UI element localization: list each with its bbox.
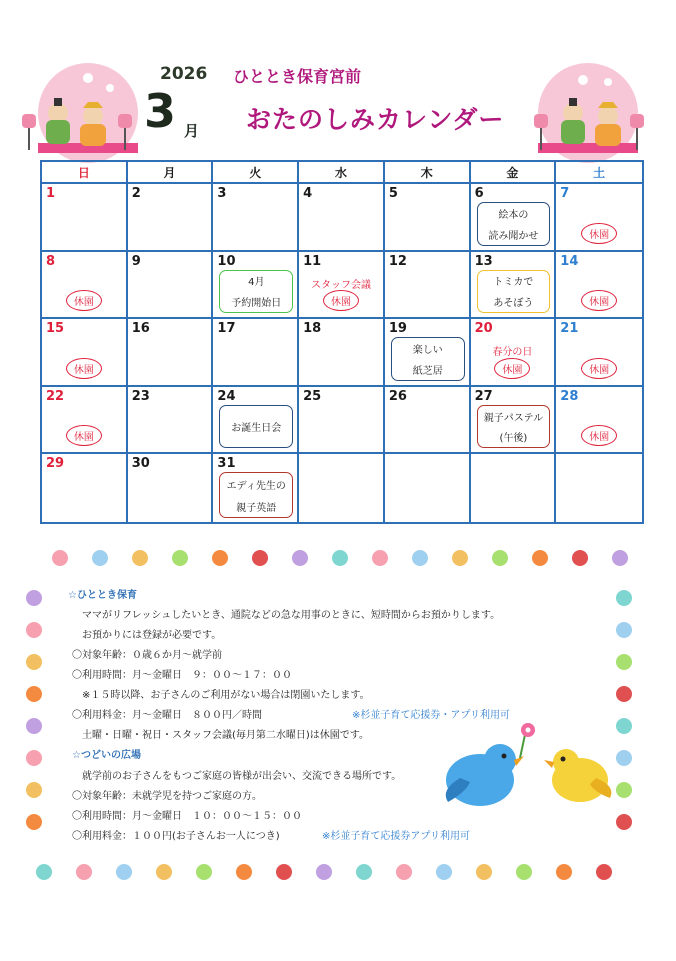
decorative-dot <box>26 686 42 702</box>
day-number: 7 <box>560 186 570 201</box>
day-number: 23 <box>131 388 150 404</box>
decorative-dot <box>492 550 508 566</box>
event-birthday-party <box>219 405 293 449</box>
event-english-class <box>219 472 293 518</box>
info-panel <box>16 540 644 890</box>
decorative-dot <box>616 590 632 606</box>
day-number: 12 <box>388 253 407 269</box>
day-cell-16 <box>128 319 214 387</box>
event-line: 楽しい <box>412 345 443 357</box>
closed-badge: 休園 <box>581 425 617 446</box>
info-line: 土曜・日曜・祝日・スタッフ会議(毎月第二水曜日)は休園です。 <box>82 730 370 741</box>
birds-illustration <box>430 720 620 820</box>
event-april-reservation-start <box>219 270 293 314</box>
day-cell-24 <box>213 387 299 455</box>
decorative-dot <box>356 864 372 880</box>
event-line: 紙芝居 <box>412 365 443 377</box>
decorative-dot <box>132 550 148 566</box>
event-line: 絵本の <box>498 209 529 221</box>
decorative-dot <box>236 864 252 880</box>
day-number: 5 <box>388 186 398 201</box>
day-cell-empty <box>299 454 385 522</box>
calendar-title: おたのしみカレンダー <box>246 105 505 134</box>
day-cell-8 <box>42 252 128 320</box>
day-number: 26 <box>388 388 407 404</box>
info-line: お預かりには登録が必要です。 <box>82 630 222 641</box>
decorative-dot <box>172 550 188 566</box>
event-line: エディ先生の <box>226 480 286 492</box>
decorative-dot <box>212 550 228 566</box>
voucher-note: ※杉並子育て応援券・アプリ利用可 <box>352 710 510 721</box>
event-tomica-play <box>477 270 551 314</box>
day-cell-10 <box>213 252 299 320</box>
decorative-dot <box>26 622 42 638</box>
hina-dolls-illustration-right <box>528 58 648 168</box>
weekday-thu: 木 <box>385 162 471 184</box>
decorative-dot <box>196 864 212 880</box>
day-number: 30 <box>131 456 150 472</box>
day-number: 4 <box>303 186 313 201</box>
event-line: 親子英語 <box>236 502 277 514</box>
day-cell-empty <box>556 454 642 522</box>
day-number: 19 <box>388 321 407 337</box>
closed-badge: 休園 <box>66 358 102 379</box>
hina-dolls-illustration-left <box>18 58 138 168</box>
info-line: 〇対象年齢：０歳６か月～就学前 <box>72 650 222 661</box>
decorative-dot <box>92 550 108 566</box>
day-number: 11 <box>303 253 322 269</box>
day-number: 6 <box>474 186 484 201</box>
day-cell-empty <box>471 454 557 522</box>
decorative-dot <box>26 782 42 798</box>
event-pastel-art <box>477 405 551 449</box>
decorative-dot <box>26 590 42 606</box>
decorative-dot <box>436 864 452 880</box>
info-line: 〇利用料金：月～金曜日 ８００円／時間 <box>72 710 262 721</box>
closed-badge: 休園 <box>66 290 102 311</box>
event-line: あそぼう <box>493 298 534 310</box>
day-number: 16 <box>131 321 150 337</box>
decorative-dot <box>276 864 292 880</box>
day-number: 27 <box>474 388 493 404</box>
day-cell-14 <box>556 252 642 320</box>
day-cell-18 <box>299 319 385 387</box>
day-cell-21 <box>556 319 642 387</box>
month-number: 3 <box>144 84 177 138</box>
info-line: 〇利用時間：月～金曜日 １０：００～１５：００ <box>72 811 302 822</box>
calendar-grid <box>40 160 644 524</box>
day-cell-13 <box>471 252 557 320</box>
event-line: 4月 <box>248 277 265 289</box>
event-line: トミカで <box>493 277 534 289</box>
weekday-mon: 月 <box>128 162 214 184</box>
day-cell-23 <box>128 387 214 455</box>
day-number: 14 <box>560 253 579 269</box>
decorative-dot <box>156 864 172 880</box>
info-line: 〇利用時間：月～金曜日 ９：００～１７：００ <box>72 670 292 681</box>
info-line: 就学前のお子さんをもつご家庭の皆様が出会い、交流できる場所です。 <box>82 771 402 782</box>
organization-name: ひととき保育宮前 <box>233 67 362 86</box>
day-number: 20 <box>474 321 493 337</box>
day-cell-7 <box>556 184 642 252</box>
decorative-dot <box>516 864 532 880</box>
decorative-dot <box>372 550 388 566</box>
day-number: 22 <box>46 388 65 404</box>
decorative-dot <box>616 686 632 702</box>
event-line: お誕生日会 <box>231 423 282 435</box>
day-cell-28 <box>556 387 642 455</box>
weekday-sat: 土 <box>556 162 642 184</box>
decorative-dot <box>316 864 332 880</box>
day-number: 8 <box>46 253 56 269</box>
closed-badge: 休園 <box>323 290 359 311</box>
day-cell-5 <box>385 184 471 252</box>
decorative-dot <box>26 654 42 670</box>
day-cell-22 <box>42 387 128 455</box>
closed-badge: 休園 <box>581 358 617 379</box>
day-number: 29 <box>46 456 65 472</box>
weekday-fri: 金 <box>471 162 557 184</box>
year: 2026 <box>160 64 208 84</box>
decorative-dot <box>596 864 612 880</box>
decorative-dot <box>572 550 588 566</box>
day-number: 10 <box>217 253 236 269</box>
day-number: 17 <box>217 321 236 337</box>
event-line: (午後) <box>499 433 528 445</box>
weekday-tue: 火 <box>213 162 299 184</box>
event-line: 親子パステル <box>483 412 544 424</box>
decorative-dot <box>476 864 492 880</box>
weekday-wed: 水 <box>299 162 385 184</box>
day-number: 24 <box>217 388 236 404</box>
day-cell-19 <box>385 319 471 387</box>
decorative-dot <box>26 718 42 734</box>
decorative-dot <box>452 550 468 566</box>
decorative-dot <box>556 864 572 880</box>
day-cell-27 <box>471 387 557 455</box>
day-cell-3 <box>213 184 299 252</box>
day-number: 18 <box>303 321 322 337</box>
day-number: 15 <box>46 321 65 337</box>
decorative-dot <box>396 864 412 880</box>
day-cell-1 <box>42 184 128 252</box>
closed-badge: 休園 <box>66 425 102 446</box>
decorative-dot <box>116 864 132 880</box>
day-cell-20 <box>471 319 557 387</box>
holiday-equinox: 春分の日 <box>492 347 533 359</box>
closed-badge: 休園 <box>494 358 530 379</box>
day-number: 9 <box>131 253 141 269</box>
day-cell-25 <box>299 387 385 455</box>
day-cell-30 <box>128 454 214 522</box>
closed-badge: 休園 <box>581 290 617 311</box>
day-number: 2 <box>131 186 141 201</box>
decorative-dot <box>616 622 632 638</box>
day-number: 21 <box>560 321 579 337</box>
day-cell-4 <box>299 184 385 252</box>
info-line: 〇利用料金：１００円(お子さんお一人につき) <box>72 831 280 842</box>
decorative-dot <box>612 550 628 566</box>
event-line: 読み聞かせ <box>488 230 539 242</box>
decorative-dot <box>332 550 348 566</box>
event-picture-book-reading <box>477 202 551 246</box>
closed-badge: 休園 <box>581 223 617 244</box>
day-cell-26 <box>385 387 471 455</box>
day-cell-29 <box>42 454 128 522</box>
day-cell-6 <box>471 184 557 252</box>
day-cell-17 <box>213 319 299 387</box>
decorative-dot <box>52 550 68 566</box>
day-cell-empty <box>385 454 471 522</box>
info-line: ※１５時以降、お子さんのご利用がない場合は閉園いたします。 <box>82 690 370 701</box>
decorative-dot <box>412 550 428 566</box>
day-cell-31 <box>213 454 299 522</box>
day-number: 13 <box>474 253 493 269</box>
section-title-hitotoki: ☆ひととき保育 <box>68 590 137 601</box>
event-staff-meeting: スタッフ会議 <box>310 279 371 291</box>
month-suffix: 月 <box>184 122 200 140</box>
decorative-dot <box>26 750 42 766</box>
info-line: ママがリフレッシュしたいとき、通院などの急な用事のときに、短時間からお預かりします。 <box>82 610 501 621</box>
day-cell-2 <box>128 184 214 252</box>
day-number: 3 <box>217 186 227 201</box>
weekday-sun: 日 <box>42 162 128 184</box>
event-line: 予約開始日 <box>231 298 282 310</box>
event-kamishibai <box>391 337 465 381</box>
day-number: 25 <box>303 388 322 404</box>
day-cell-12 <box>385 252 471 320</box>
decorative-dot <box>76 864 92 880</box>
day-cell-9 <box>128 252 214 320</box>
day-number: 28 <box>560 388 579 404</box>
info-line: 〇対象年齢：未就学児を持つご家庭の方。 <box>72 791 262 802</box>
decorative-dot <box>252 550 268 566</box>
decorative-dot <box>292 550 308 566</box>
decorative-dot <box>36 864 52 880</box>
day-number: 31 <box>217 456 236 472</box>
section-title-tsudoi: ☆つどいの広場 <box>72 750 141 761</box>
decorative-dot <box>616 654 632 670</box>
decorative-dot <box>26 814 42 830</box>
day-number: 1 <box>46 186 56 201</box>
day-cell-15 <box>42 319 128 387</box>
decorative-dot <box>532 550 548 566</box>
voucher-note: ※杉並子育て応援券アプリ利用可 <box>322 831 470 842</box>
day-cell-11 <box>299 252 385 320</box>
